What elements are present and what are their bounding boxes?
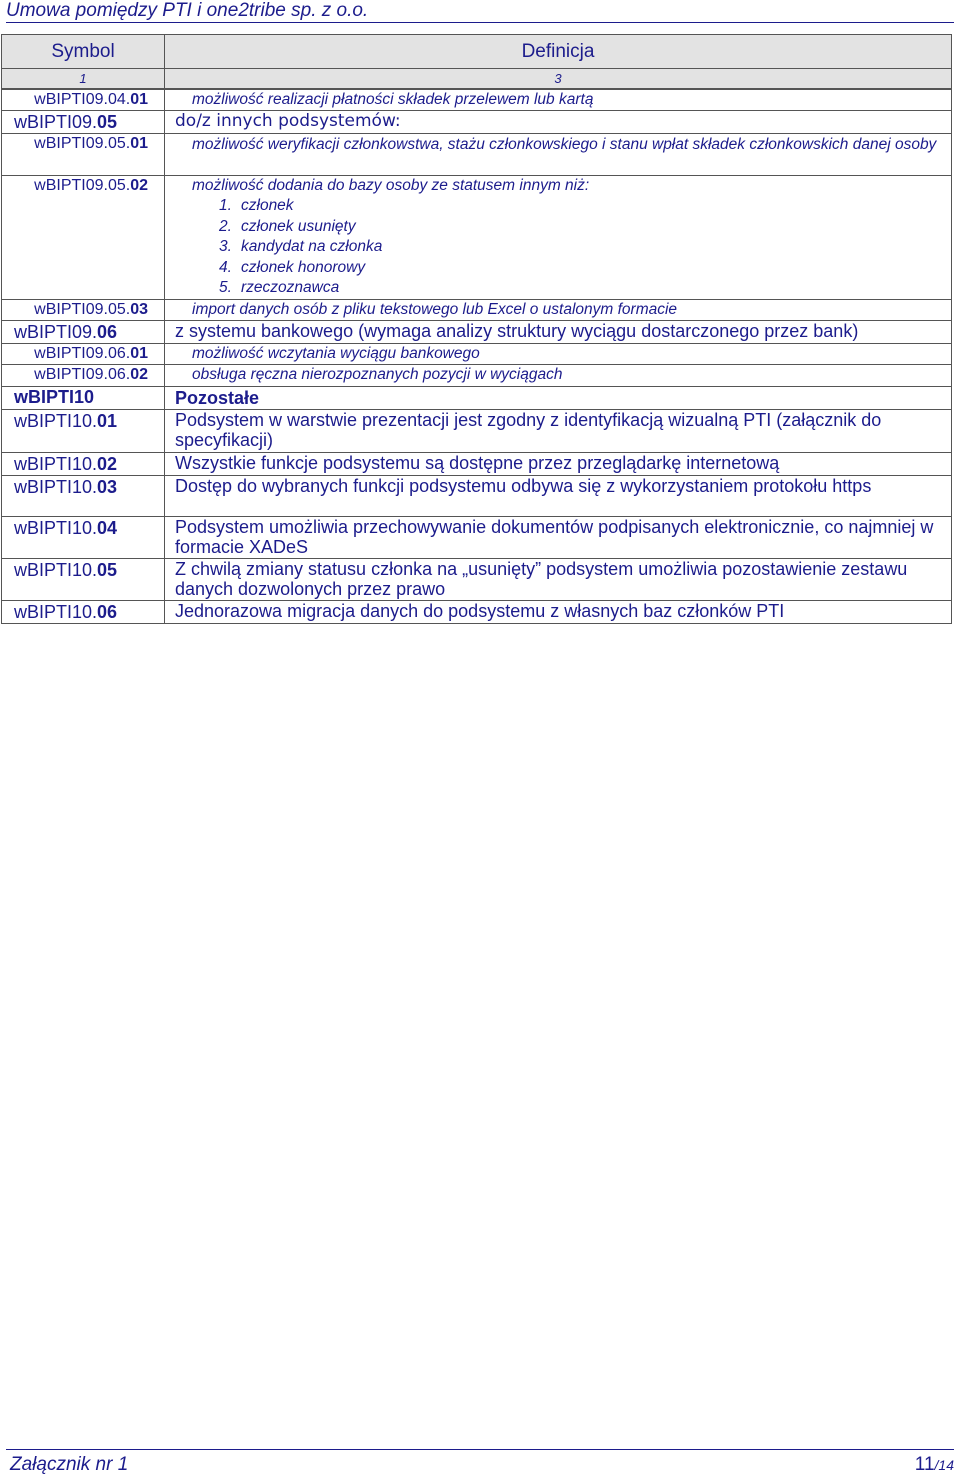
list-item: 2. członek usunięty <box>219 217 356 235</box>
list-item: 5. rzeczoznawca <box>219 279 340 296</box>
table-row <box>2 516 952 558</box>
table-row <box>2 558 952 600</box>
definition-cell <box>165 364 952 386</box>
symbol-base: wBIPTI09. <box>14 112 98 132</box>
table-row <box>2 600 952 623</box>
definition-cell <box>165 386 952 409</box>
definition-cell <box>165 558 952 600</box>
definition-cell <box>165 343 952 364</box>
symbol-number: 03 <box>97 476 118 497</box>
definition-text: możliwość wczytania wyciągu bankowego <box>192 344 480 362</box>
symbol-number: 05 <box>97 112 118 132</box>
column-number-definition: 3 <box>165 69 952 90</box>
symbol-base: wBIPTI10. <box>14 601 98 622</box>
symbol-cell <box>2 134 165 176</box>
list-item: 3. kandydat na członka <box>219 238 383 255</box>
symbol-base: wBIPTI09.05. <box>34 135 131 152</box>
symbol-base: wBIPTI09.06. <box>34 344 131 362</box>
definition-text: Pozostałe <box>175 387 260 408</box>
document-title: Umowa pomiędzy PTI i one2tribe sp. z o.o. <box>6 0 369 21</box>
symbol-number: 01 <box>130 91 148 108</box>
symbol-cell <box>2 409 165 452</box>
table-row <box>2 176 952 300</box>
definition-text: Z chwilą zmiany statusu członka na „usunięty” podsystem umożliwia pozostawienie zestawu danych dozwolonych przez prawo <box>175 558 908 599</box>
document-footer <box>6 1449 954 1478</box>
symbol-cell <box>2 111 165 134</box>
symbol-cell <box>2 516 165 558</box>
table-row <box>2 475 952 516</box>
symbol-number: 01 <box>130 344 148 362</box>
symbol-cell <box>2 386 165 409</box>
definition-cell <box>165 299 952 320</box>
symbol-base: wBIPTI09. <box>14 321 98 342</box>
symbol-cell <box>2 475 165 516</box>
definition-cell <box>165 89 952 111</box>
table-row <box>2 343 952 364</box>
table-row <box>2 320 952 343</box>
definition-cell <box>165 176 952 300</box>
symbol-base: wBIPTI09.04. <box>34 91 131 108</box>
attachment-label: Załącznik nr 1 <box>10 1454 129 1475</box>
column-number-symbol: 1 <box>2 69 165 90</box>
symbol-base: wBIPTI10. <box>14 476 98 497</box>
symbol-base: wBIPTI10. <box>14 559 98 580</box>
symbol-number: 03 <box>130 300 148 318</box>
page-number <box>915 1454 954 1476</box>
symbol-base: wBIPTI10. <box>14 517 98 538</box>
symbol-number: 02 <box>130 365 148 383</box>
definition-text: import danych osób z pliku tekstowego lub Excel o ustalonym formacie <box>192 300 678 318</box>
column-number-row <box>2 69 952 90</box>
table-row <box>2 111 952 134</box>
definitions-table <box>1 34 952 624</box>
symbol-cell <box>2 600 165 623</box>
symbol-group: wBIPTI10 <box>14 386 95 407</box>
symbol-cell <box>2 452 165 475</box>
definition-cell <box>165 516 952 558</box>
definition-cell <box>165 452 952 475</box>
document-header <box>6 0 954 23</box>
table-row <box>2 386 952 409</box>
symbol-base: wBIPTI10. <box>14 410 98 431</box>
symbol-cell <box>2 558 165 600</box>
column-header-symbol: Symbol <box>2 35 165 69</box>
symbol-number: 02 <box>130 177 148 194</box>
symbol-cell <box>2 364 165 386</box>
symbol-base: wBIPTI09.05. <box>34 177 131 194</box>
symbol-number: 05 <box>97 559 118 580</box>
definition-text: obsługa ręczna nierozpoznanych pozycji w wyciągach <box>192 365 563 383</box>
definition-text: Podsystem w warstwie prezentacji jest zgodny z identyfikacją wizualną PTI (załącznik do specyfikacji) <box>175 409 882 450</box>
definition-text: Wszystkie funkcje podsystemu są dostępne przez przeglądarkę internetową <box>175 452 780 473</box>
symbol-cell <box>2 176 165 300</box>
column-header-definition: Definicja <box>165 35 952 69</box>
symbol-number: 01 <box>97 410 118 431</box>
table-row <box>2 299 952 320</box>
table-row <box>2 409 952 452</box>
definition-cell <box>165 134 952 176</box>
list-item: 1. członek <box>219 197 294 214</box>
symbol-cell <box>2 299 165 320</box>
definition-cell <box>165 475 952 516</box>
definition-cell <box>165 600 952 623</box>
definition-cell <box>165 320 952 343</box>
definition-cell <box>165 111 952 134</box>
definition-text: Podsystem umożliwia przechowywanie dokumentów podpisanych elektronicznie, co najmniej w formacie XADeS <box>175 516 934 557</box>
table-row <box>2 134 952 176</box>
definition-text: do/z innych podsystemów: <box>175 111 401 131</box>
symbol-base: wBIPTI09.06. <box>34 365 131 383</box>
definition-text: możliwość dodania do bazy osoby ze statusem innym niż: <box>192 177 590 194</box>
definition-text: możliwość weryfikacji członkowstwa, stażu członkowskiego i stanu wpłat składek członkowskich danej osoby <box>192 136 937 153</box>
current-page: 11 <box>914 1454 935 1475</box>
definition-text: Jednorazowa migracja danych do podsystemu z własnych baz członków PTI <box>175 600 785 621</box>
symbol-cell <box>2 89 165 111</box>
symbol-cell <box>2 343 165 364</box>
definition-text: z systemu bankowego (wymaga analizy struktury wyciągu dostarczonego przez bank) <box>175 320 859 341</box>
symbol-cell <box>2 320 165 343</box>
symbol-number: 02 <box>97 453 118 474</box>
symbol-number: 01 <box>130 135 148 152</box>
table-header-row <box>2 35 952 69</box>
symbol-number: 06 <box>97 601 118 622</box>
table-row <box>2 364 952 386</box>
symbol-number: 04 <box>97 517 118 538</box>
total-pages: /14 <box>934 1457 954 1473</box>
table-row <box>2 89 952 111</box>
symbol-base: wBIPTI10. <box>14 453 98 474</box>
table-row <box>2 452 952 475</box>
definition-cell <box>165 409 952 452</box>
definition-text: Dostęp do wybranych funkcji podsystemu odbywa się z wykorzystaniem protokołu https <box>175 475 872 496</box>
status-options-list <box>175 196 945 299</box>
symbol-number: 06 <box>97 321 118 342</box>
definition-text: możliwość realizacji płatności składek przelewem lub kartą <box>192 91 594 108</box>
list-item: 4. członek honorowy <box>219 258 366 276</box>
symbol-base: wBIPTI09.05. <box>34 300 131 318</box>
